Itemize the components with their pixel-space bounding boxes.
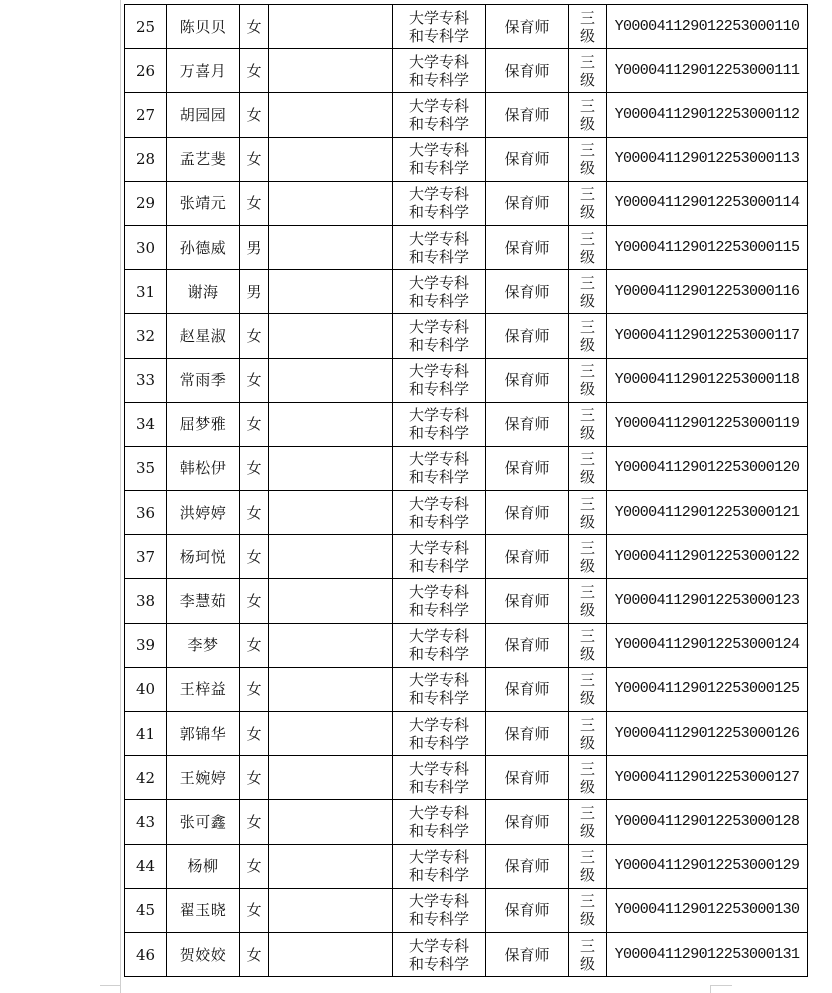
education-line-2: 和专科学 bbox=[408, 159, 469, 178]
education-cell bbox=[393, 844, 486, 888]
person-name: 翟玉晓 bbox=[167, 888, 240, 932]
person-name: 常雨季 bbox=[167, 358, 240, 402]
education-line-2: 和专科学 bbox=[408, 601, 469, 620]
certificate-number: Y000041129012253000117 bbox=[607, 314, 808, 358]
empty-cell bbox=[269, 623, 393, 667]
certificate-number: Y000041129012253000120 bbox=[607, 446, 808, 490]
level-cell bbox=[569, 844, 607, 888]
education-line-2: 和专科学 bbox=[408, 866, 469, 885]
level-line-2: 级 bbox=[579, 159, 595, 178]
occupation: 保育师 bbox=[486, 623, 569, 667]
occupation: 保育师 bbox=[486, 446, 569, 490]
row-number: 46 bbox=[125, 932, 167, 976]
empty-cell bbox=[269, 756, 393, 800]
education-line-1: 大学专科 bbox=[408, 450, 469, 469]
table-row bbox=[125, 49, 808, 93]
education-cell bbox=[393, 49, 486, 93]
gender: 女 bbox=[240, 93, 269, 137]
level-cell bbox=[569, 712, 607, 756]
row-number: 34 bbox=[125, 402, 167, 446]
person-name: 张可鑫 bbox=[167, 800, 240, 844]
gender: 女 bbox=[240, 49, 269, 93]
level-line-2: 级 bbox=[579, 70, 595, 89]
occupation: 保育师 bbox=[486, 535, 569, 579]
education-line-2: 和专科学 bbox=[408, 335, 469, 354]
certificate-number: Y000041129012253000119 bbox=[607, 402, 808, 446]
row-number: 27 bbox=[125, 93, 167, 137]
table-row bbox=[125, 225, 808, 269]
row-number: 42 bbox=[125, 756, 167, 800]
occupation: 保育师 bbox=[486, 800, 569, 844]
level-cell bbox=[569, 623, 607, 667]
row-number: 32 bbox=[125, 314, 167, 358]
empty-cell bbox=[269, 712, 393, 756]
certificate-number: Y000041129012253000129 bbox=[607, 844, 808, 888]
level-line-2: 级 bbox=[579, 954, 595, 973]
education-line-2: 和专科学 bbox=[408, 114, 469, 133]
person-name: 李慧茹 bbox=[167, 579, 240, 623]
occupation: 保育师 bbox=[486, 270, 569, 314]
level-cell bbox=[569, 314, 607, 358]
crop-mark-left-tick bbox=[120, 985, 121, 993]
person-name: 李梦 bbox=[167, 623, 240, 667]
level-line-1: 三 bbox=[579, 494, 595, 513]
person-name: 王婉婷 bbox=[167, 756, 240, 800]
level-line-1: 三 bbox=[579, 141, 595, 160]
occupation: 保育师 bbox=[486, 181, 569, 225]
gender: 女 bbox=[240, 844, 269, 888]
empty-cell bbox=[269, 358, 393, 402]
level-cell bbox=[569, 93, 607, 137]
education-cell bbox=[393, 358, 486, 402]
education-line-2: 和专科学 bbox=[408, 291, 469, 310]
roster-body bbox=[125, 5, 808, 977]
occupation: 保育师 bbox=[486, 314, 569, 358]
education-line-2: 和专科学 bbox=[408, 512, 469, 531]
occupation: 保育师 bbox=[486, 712, 569, 756]
level-cell bbox=[569, 402, 607, 446]
level-line-1: 三 bbox=[579, 803, 595, 822]
empty-cell bbox=[269, 49, 393, 93]
gender: 女 bbox=[240, 579, 269, 623]
row-number: 37 bbox=[125, 535, 167, 579]
level-line-2: 级 bbox=[579, 689, 595, 708]
education-line-2: 和专科学 bbox=[408, 910, 469, 929]
person-name: 王梓益 bbox=[167, 667, 240, 711]
education-cell bbox=[393, 402, 486, 446]
level-line-1: 三 bbox=[579, 627, 595, 646]
certificate-number: Y000041129012253000118 bbox=[607, 358, 808, 402]
empty-cell bbox=[269, 535, 393, 579]
level-line-1: 三 bbox=[579, 96, 595, 115]
row-number: 45 bbox=[125, 888, 167, 932]
education-line-1: 大学专科 bbox=[408, 362, 469, 381]
education-line-1: 大学专科 bbox=[408, 229, 469, 248]
empty-cell bbox=[269, 137, 393, 181]
education-line-1: 大学专科 bbox=[408, 671, 469, 690]
level-line-1: 三 bbox=[579, 8, 595, 27]
level-cell bbox=[569, 137, 607, 181]
education-line-2: 和专科学 bbox=[408, 689, 469, 708]
occupation: 保育师 bbox=[486, 667, 569, 711]
level-line-2: 级 bbox=[579, 733, 595, 752]
certificate-number: Y000041129012253000122 bbox=[607, 535, 808, 579]
gender: 女 bbox=[240, 756, 269, 800]
education-line-1: 大学专科 bbox=[408, 185, 469, 204]
certificate-number: Y000041129012253000111 bbox=[607, 49, 808, 93]
education-cell bbox=[393, 181, 486, 225]
certificate-number: Y000041129012253000131 bbox=[607, 932, 808, 976]
gender: 男 bbox=[240, 225, 269, 269]
occupation: 保育师 bbox=[486, 844, 569, 888]
education-cell bbox=[393, 888, 486, 932]
level-cell bbox=[569, 888, 607, 932]
education-line-1: 大学专科 bbox=[408, 936, 469, 955]
level-cell bbox=[569, 579, 607, 623]
level-cell bbox=[569, 5, 607, 49]
table-row bbox=[125, 800, 808, 844]
gender: 女 bbox=[240, 932, 269, 976]
education-line-2: 和专科学 bbox=[408, 733, 469, 752]
level-line-1: 三 bbox=[579, 362, 595, 381]
row-number: 31 bbox=[125, 270, 167, 314]
education-line-1: 大学专科 bbox=[408, 273, 469, 292]
occupation: 保育师 bbox=[486, 5, 569, 49]
education-line-2: 和专科学 bbox=[408, 556, 469, 575]
person-name: 谢海 bbox=[167, 270, 240, 314]
page-margin-guide bbox=[120, 0, 121, 993]
certificate-number: Y000041129012253000125 bbox=[607, 667, 808, 711]
education-line-2: 和专科学 bbox=[408, 424, 469, 443]
person-name: 张靖元 bbox=[167, 181, 240, 225]
table-row bbox=[125, 623, 808, 667]
level-cell bbox=[569, 491, 607, 535]
education-line-1: 大学专科 bbox=[408, 583, 469, 602]
level-line-1: 三 bbox=[579, 52, 595, 71]
empty-cell bbox=[269, 667, 393, 711]
certificate-number: Y000041129012253000124 bbox=[607, 623, 808, 667]
level-line-2: 级 bbox=[579, 26, 595, 45]
table-row bbox=[125, 402, 808, 446]
education-line-1: 大学专科 bbox=[408, 141, 469, 160]
empty-cell bbox=[269, 579, 393, 623]
level-line-1: 三 bbox=[579, 848, 595, 867]
table-row bbox=[125, 491, 808, 535]
person-name: 屈梦雅 bbox=[167, 402, 240, 446]
gender: 女 bbox=[240, 446, 269, 490]
row-number: 44 bbox=[125, 844, 167, 888]
empty-cell bbox=[269, 225, 393, 269]
gender: 女 bbox=[240, 712, 269, 756]
education-line-2: 和专科学 bbox=[408, 777, 469, 796]
level-cell bbox=[569, 932, 607, 976]
empty-cell bbox=[269, 446, 393, 490]
person-name: 胡园园 bbox=[167, 93, 240, 137]
occupation: 保育师 bbox=[486, 225, 569, 269]
education-line-1: 大学专科 bbox=[408, 538, 469, 557]
gender: 男 bbox=[240, 270, 269, 314]
level-cell bbox=[569, 535, 607, 579]
level-line-1: 三 bbox=[579, 936, 595, 955]
level-line-2: 级 bbox=[579, 247, 595, 266]
level-line-2: 级 bbox=[579, 468, 595, 487]
occupation: 保育师 bbox=[486, 358, 569, 402]
certificate-number: Y000041129012253000123 bbox=[607, 579, 808, 623]
person-name: 杨柳 bbox=[167, 844, 240, 888]
education-line-1: 大学专科 bbox=[408, 848, 469, 867]
gender: 女 bbox=[240, 402, 269, 446]
table-row bbox=[125, 314, 808, 358]
occupation: 保育师 bbox=[486, 579, 569, 623]
table-row bbox=[125, 181, 808, 225]
level-cell bbox=[569, 181, 607, 225]
level-line-2: 级 bbox=[579, 512, 595, 531]
level-line-2: 级 bbox=[579, 424, 595, 443]
certificate-roster-table bbox=[124, 4, 808, 977]
certificate-number: Y000041129012253000126 bbox=[607, 712, 808, 756]
education-cell bbox=[393, 579, 486, 623]
gender: 女 bbox=[240, 358, 269, 402]
row-number: 28 bbox=[125, 137, 167, 181]
table-row bbox=[125, 358, 808, 402]
education-cell bbox=[393, 5, 486, 49]
education-line-1: 大学专科 bbox=[408, 96, 469, 115]
empty-cell bbox=[269, 844, 393, 888]
table-row bbox=[125, 270, 808, 314]
table-row bbox=[125, 844, 808, 888]
row-number: 40 bbox=[125, 667, 167, 711]
education-cell bbox=[393, 491, 486, 535]
level-line-1: 三 bbox=[579, 229, 595, 248]
row-number: 29 bbox=[125, 181, 167, 225]
education-cell bbox=[393, 712, 486, 756]
occupation: 保育师 bbox=[486, 932, 569, 976]
level-cell bbox=[569, 800, 607, 844]
gender: 女 bbox=[240, 491, 269, 535]
table-row bbox=[125, 535, 808, 579]
level-line-1: 三 bbox=[579, 759, 595, 778]
education-cell bbox=[393, 932, 486, 976]
level-line-2: 级 bbox=[579, 910, 595, 929]
education-line-2: 和专科学 bbox=[408, 26, 469, 45]
level-cell bbox=[569, 756, 607, 800]
empty-cell bbox=[269, 314, 393, 358]
person-name: 赵星淑 bbox=[167, 314, 240, 358]
level-line-2: 级 bbox=[579, 380, 595, 399]
level-line-1: 三 bbox=[579, 583, 595, 602]
education-line-1: 大学专科 bbox=[408, 803, 469, 822]
certificate-number: Y000041129012253000121 bbox=[607, 491, 808, 535]
table-row bbox=[125, 712, 808, 756]
level-line-2: 级 bbox=[579, 645, 595, 664]
education-cell bbox=[393, 800, 486, 844]
level-line-1: 三 bbox=[579, 317, 595, 336]
level-line-1: 三 bbox=[579, 892, 595, 911]
education-line-1: 大学专科 bbox=[408, 8, 469, 27]
level-cell bbox=[569, 446, 607, 490]
person-name: 陈贝贝 bbox=[167, 5, 240, 49]
row-number: 33 bbox=[125, 358, 167, 402]
certificate-number: Y000041129012253000128 bbox=[607, 800, 808, 844]
table-row bbox=[125, 756, 808, 800]
table-row bbox=[125, 888, 808, 932]
table-row bbox=[125, 446, 808, 490]
crop-mark-left bbox=[100, 985, 120, 986]
education-cell bbox=[393, 137, 486, 181]
certificate-number: Y000041129012253000110 bbox=[607, 5, 808, 49]
level-line-1: 三 bbox=[579, 185, 595, 204]
empty-cell bbox=[269, 93, 393, 137]
crop-mark-right-tick bbox=[710, 985, 711, 993]
certificate-number: Y000041129012253000115 bbox=[607, 225, 808, 269]
education-line-2: 和专科学 bbox=[408, 468, 469, 487]
education-cell bbox=[393, 667, 486, 711]
empty-cell bbox=[269, 5, 393, 49]
occupation: 保育师 bbox=[486, 756, 569, 800]
occupation: 保育师 bbox=[486, 93, 569, 137]
person-name: 贺姣姣 bbox=[167, 932, 240, 976]
level-line-2: 级 bbox=[579, 114, 595, 133]
gender: 女 bbox=[240, 667, 269, 711]
education-line-2: 和专科学 bbox=[408, 380, 469, 399]
table-row bbox=[125, 5, 808, 49]
certificate-number: Y000041129012253000113 bbox=[607, 137, 808, 181]
education-line-1: 大学专科 bbox=[408, 406, 469, 425]
level-line-1: 三 bbox=[579, 273, 595, 292]
table-row bbox=[125, 93, 808, 137]
row-number: 25 bbox=[125, 5, 167, 49]
occupation: 保育师 bbox=[486, 137, 569, 181]
level-cell bbox=[569, 49, 607, 93]
row-number: 26 bbox=[125, 49, 167, 93]
row-number: 41 bbox=[125, 712, 167, 756]
education-line-1: 大学专科 bbox=[408, 715, 469, 734]
empty-cell bbox=[269, 800, 393, 844]
education-line-2: 和专科学 bbox=[408, 70, 469, 89]
occupation: 保育师 bbox=[486, 402, 569, 446]
education-line-1: 大学专科 bbox=[408, 494, 469, 513]
empty-cell bbox=[269, 402, 393, 446]
education-line-2: 和专科学 bbox=[408, 203, 469, 222]
gender: 女 bbox=[240, 888, 269, 932]
table-row bbox=[125, 137, 808, 181]
education-cell bbox=[393, 314, 486, 358]
level-line-2: 级 bbox=[579, 335, 595, 354]
gender: 女 bbox=[240, 800, 269, 844]
level-line-2: 级 bbox=[579, 203, 595, 222]
education-line-2: 和专科学 bbox=[408, 247, 469, 266]
certificate-number: Y000041129012253000116 bbox=[607, 270, 808, 314]
education-line-2: 和专科学 bbox=[408, 645, 469, 664]
level-cell bbox=[569, 667, 607, 711]
education-line-1: 大学专科 bbox=[408, 892, 469, 911]
row-number: 43 bbox=[125, 800, 167, 844]
gender: 女 bbox=[240, 181, 269, 225]
education-cell bbox=[393, 756, 486, 800]
education-line-2: 和专科学 bbox=[408, 821, 469, 840]
gender: 女 bbox=[240, 137, 269, 181]
certificate-number: Y000041129012253000114 bbox=[607, 181, 808, 225]
education-cell bbox=[393, 270, 486, 314]
level-cell bbox=[569, 358, 607, 402]
person-name: 孙德威 bbox=[167, 225, 240, 269]
person-name: 孟艺斐 bbox=[167, 137, 240, 181]
person-name: 万喜月 bbox=[167, 49, 240, 93]
education-cell bbox=[393, 623, 486, 667]
certificate-number: Y000041129012253000127 bbox=[607, 756, 808, 800]
education-line-1: 大学专科 bbox=[408, 52, 469, 71]
occupation: 保育师 bbox=[486, 491, 569, 535]
row-number: 36 bbox=[125, 491, 167, 535]
empty-cell bbox=[269, 270, 393, 314]
gender: 女 bbox=[240, 5, 269, 49]
education-line-1: 大学专科 bbox=[408, 759, 469, 778]
level-line-2: 级 bbox=[579, 601, 595, 620]
row-number: 35 bbox=[125, 446, 167, 490]
education-line-1: 大学专科 bbox=[408, 317, 469, 336]
level-line-1: 三 bbox=[579, 671, 595, 690]
person-name: 郭锦华 bbox=[167, 712, 240, 756]
level-line-2: 级 bbox=[579, 821, 595, 840]
person-name: 韩松伊 bbox=[167, 446, 240, 490]
level-line-2: 级 bbox=[579, 556, 595, 575]
gender: 女 bbox=[240, 314, 269, 358]
level-cell bbox=[569, 225, 607, 269]
level-line-1: 三 bbox=[579, 538, 595, 557]
empty-cell bbox=[269, 888, 393, 932]
row-number: 30 bbox=[125, 225, 167, 269]
row-number: 39 bbox=[125, 623, 167, 667]
level-cell bbox=[569, 270, 607, 314]
level-line-1: 三 bbox=[579, 715, 595, 734]
education-line-1: 大学专科 bbox=[408, 627, 469, 646]
gender: 女 bbox=[240, 623, 269, 667]
person-name: 杨珂悦 bbox=[167, 535, 240, 579]
level-line-1: 三 bbox=[579, 406, 595, 425]
gender: 女 bbox=[240, 535, 269, 579]
table-row bbox=[125, 579, 808, 623]
empty-cell bbox=[269, 181, 393, 225]
education-cell bbox=[393, 446, 486, 490]
occupation: 保育师 bbox=[486, 49, 569, 93]
certificate-number: Y000041129012253000130 bbox=[607, 888, 808, 932]
crop-mark-right bbox=[710, 985, 732, 986]
education-cell bbox=[393, 535, 486, 579]
certificate-number: Y000041129012253000112 bbox=[607, 93, 808, 137]
row-number: 38 bbox=[125, 579, 167, 623]
level-line-2: 级 bbox=[579, 866, 595, 885]
person-name: 洪婷婷 bbox=[167, 491, 240, 535]
education-cell bbox=[393, 93, 486, 137]
table-row bbox=[125, 667, 808, 711]
level-line-2: 级 bbox=[579, 291, 595, 310]
level-line-1: 三 bbox=[579, 450, 595, 469]
empty-cell bbox=[269, 491, 393, 535]
education-cell bbox=[393, 225, 486, 269]
occupation: 保育师 bbox=[486, 888, 569, 932]
table-row bbox=[125, 932, 808, 976]
education-line-2: 和专科学 bbox=[408, 954, 469, 973]
empty-cell bbox=[269, 932, 393, 976]
level-line-2: 级 bbox=[579, 777, 595, 796]
